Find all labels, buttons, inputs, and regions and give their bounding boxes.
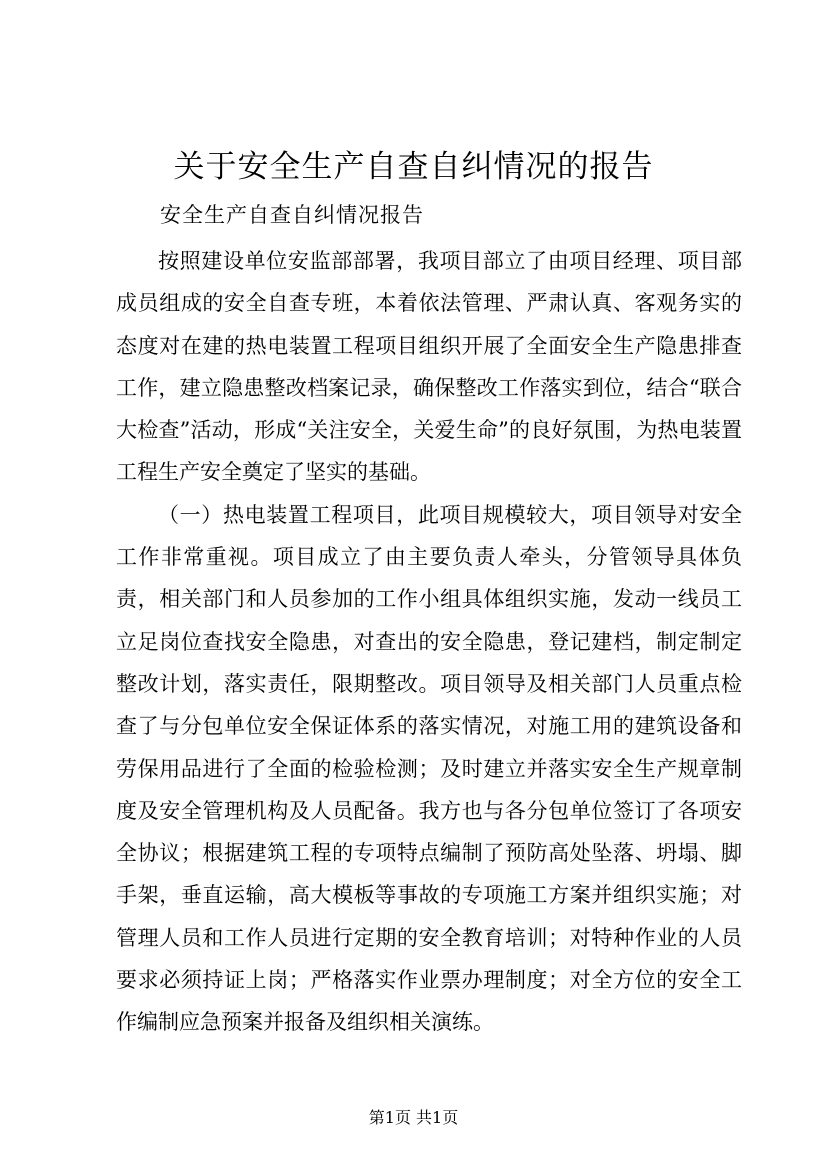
document-subtitle: 安全生产自查自纠情况报告 (160, 203, 424, 227)
document-title: 关于安全生产自查自纠情况的报告 (173, 149, 654, 185)
paragraph-section-one: （一）热电装置工程项目，此项目规模较大，项目领导对安全工作非常重视。项目成立了由主要负责人牵头，分管领导具体负责，相关部门和人员参加的工作小组具体组织实施，发动一线员工立足岗位查找安全隐患，对查出的安全隐患，登记建档，制定制定整改计划，落实责任，限期整改。项目领导及相关部门人员重点检查了与分包单位安全保证体系的落实情况，对施工用的建筑设备和劳保用品进行了全面的检验检测；及时建立并落实安全生产规章制度及安全管理机构及人员配备。我方也与各分包单位签订了各项安全协议；根据建筑工程的专项特点编制了预防高处坠落、坍塌、脚手架，垂直运输，高大模板等事故的专项施工方案并组织实施；对管理人员和工作人员进行定期的安全教育培训；对特种作业的人员要求必须持证上岗；严格落实作业票办理制度；对全方位的安全工作编制应急预案并报备及组织相关演练。 (116, 502, 742, 1035)
document-body (116, 240, 742, 1044)
page-footer: 第1页 共1页 (368, 1108, 459, 1127)
paragraph-intro: 按照建设单位安监部部署，我项目部立了由项目经理、项目部成员组成的安全自查专班，本着依法管理、严肃认真、客观务实的态度对在建的热电装置工程项目组织开展了全面安全生产隐患排查工作，建立隐患整改档案记录，确保整改工作落实到位，结合“联合大检查”活动，形成“关注安全，关爱生命”的良好氛围，为热电装置工程生产安全奠定了坚实的基础。 (116, 249, 742, 485)
